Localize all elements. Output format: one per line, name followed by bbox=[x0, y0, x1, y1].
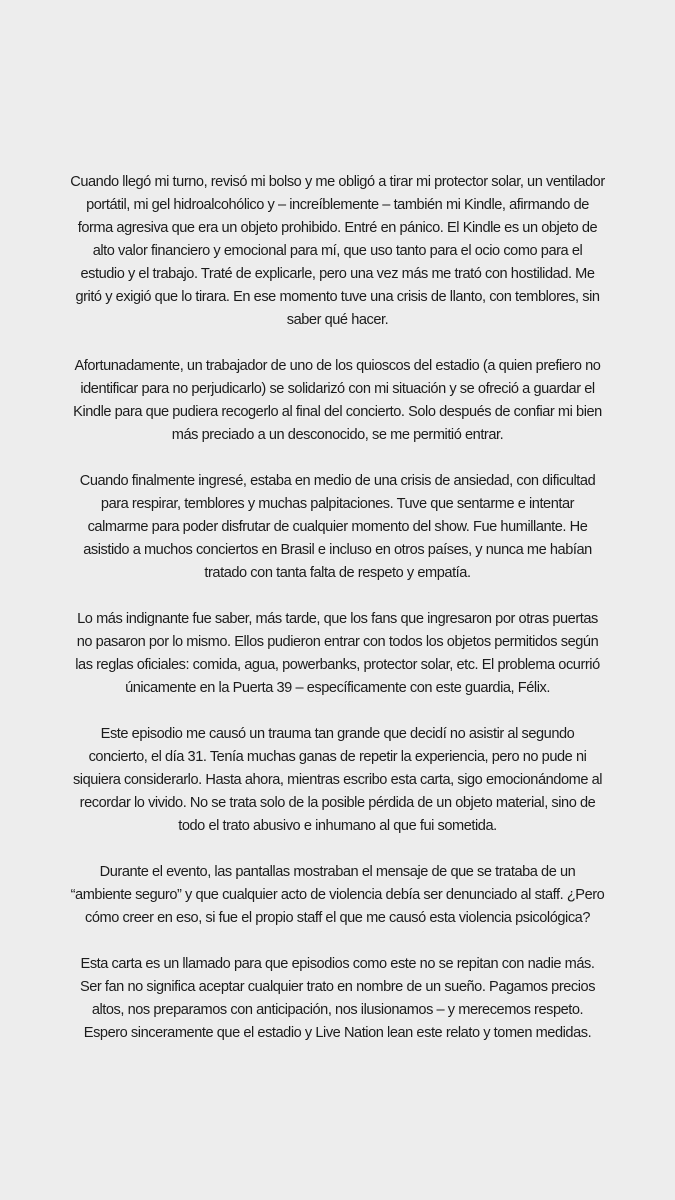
paragraph-kiosk-worker: Afortunadamente, un trabajador de uno de los quioscos del estadio (a quien prefiero no identificar para no perjudicarlo) se solidarizó con mi situación y se ofreció a guardar el Kindle para que pudiera recogerlo al final del concierto. Solo después de confiar mi bien más preciado a un desconocido, se me permitió entrar. bbox=[73, 358, 602, 443]
paragraph-kindle-confiscated: Cuando llegó mi turno, revisó mi bolso y me obligó a tirar mi protector solar, un ventilador portátil, mi gel hidroalcohólico y – increíblemente – también mi Kindle, afirmando de forma agresiva que era un objeto prohibido. Entré en pánico. El Kindle es un objeto de alto valor financiero y emocional para mí, que uso tanto para el ocio como para el estudio y el trabajo. Traté de explicarle, pero una vez más me trató con hostilidad. Me gritó y exigió que lo tirara. En ese momento tuve una crisis de llanto, con temblores, sin saber qué hacer. bbox=[70, 174, 605, 328]
paragraph-anxiety-crisis: Cuando finalmente ingresé, estaba en medio de una crisis de ansiedad, con dificultad para respirar, temblores y muchas palpitaciones. Tuve que sentarme e intentar calmarme para poder disfrutar de cualquier momento del show. Fue humillante. He asistido a muchos conciertos en Brasil e incluso en otros países, y nunca me habían tratado con tanta falta de respeto y empatía. bbox=[79, 473, 596, 581]
paragraph-safe-environment: Durante el evento, las pantallas mostraban el mensaje de que se trataba de un “ambiente seguro” y que cualquier acto de violencia debía ser denunciado al staff. ¿Pero cómo creer en eso, si fue el propio staff el que me causó esta violencia psicológica? bbox=[70, 864, 605, 926]
paragraph-other-gates: Lo más indignante fue saber, más tarde, que los fans que ingresaron por otras puertas no pasaron por lo mismo. Ellos pudieron entrar con todos los objetos permitidos según las reglas oficiales: comida, agua, powerbanks, protector solar, etc. El problema ocurrió únicamente en la Puerta 39 – específicamente con este guardia, Félix. bbox=[75, 611, 600, 696]
story-letter-text bbox=[70, 171, 605, 1045]
paragraph-trauma: Este episodio me causó un trauma tan grande que decidí no asistir al segundo concierto, el día 31. Tenía muchas ganas de repetir la experiencia, pero no pude ni siquiera considerarlo. Hasta ahora, mientras escribo esta carta, sigo emocionándome al recordar lo vivido. No se trata solo de la posible pérdida de un objeto material, sino de todo el trato abusivo e inhumano al que fui sometida. bbox=[72, 726, 603, 834]
paragraph-call-to-action: Esta carta es un llamado para que episodios como este no se repitan con nadie más. Ser fan no significa aceptar cualquier trato en nombre de un sueño. Pagamos precios altos, nos preparamos con anticipación, nos ilusionamos – y merecemos respeto. Espero sinceramente que el estadio y Live Nation lean este relato y tomen medidas. bbox=[79, 956, 596, 1041]
